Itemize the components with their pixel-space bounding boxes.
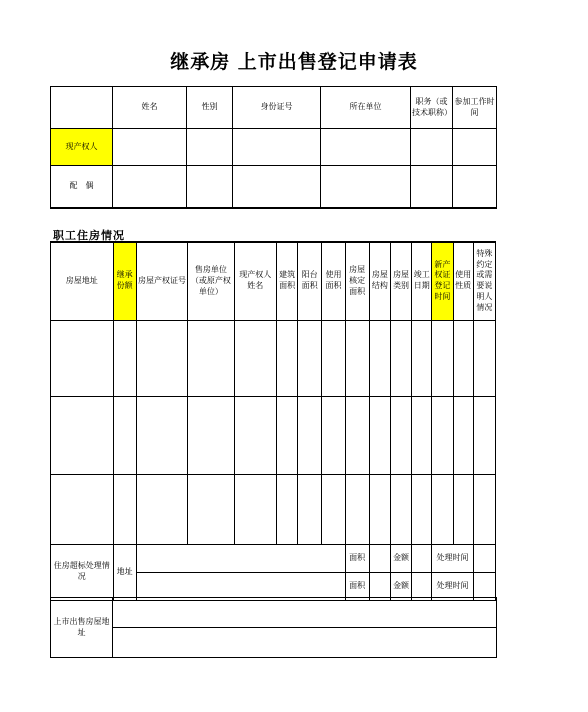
header-new-cert-time: 新产权证登记时间 [432, 242, 453, 320]
corner-cell [51, 87, 113, 129]
listing-address-cell-1[interactable] [113, 598, 497, 628]
header-building-area: 建筑面积 [276, 242, 297, 320]
listing-table [50, 597, 497, 658]
header-id-number: 身份证号 [233, 87, 321, 129]
header-balcony-area: 阳台面积 [298, 242, 322, 320]
owner-work-start-cell[interactable] [453, 129, 497, 166]
excess-time-cell-2[interactable] [473, 572, 495, 600]
excess-area-cell-1[interactable] [369, 544, 390, 572]
owner-id-cell[interactable] [233, 129, 321, 166]
header-employer: 所在单位 [321, 87, 411, 129]
spouse-work-start-cell[interactable] [453, 166, 497, 208]
header-special: 特殊约定或需要说明人情况 [473, 242, 495, 320]
housing-table [50, 241, 496, 601]
spouse-employer-cell[interactable] [321, 166, 411, 208]
excess-label: 住房超标处理情况 [51, 544, 114, 600]
header-position: 职务（或技术职称） [411, 87, 453, 129]
table-row [51, 474, 496, 544]
header-usable-area: 使用面积 [322, 242, 345, 320]
header-category: 房屋类别 [390, 242, 411, 320]
spouse-gender-cell[interactable] [187, 166, 233, 208]
listing-label: 上市出售房屋地址 [51, 598, 113, 658]
owner-position-cell[interactable] [411, 129, 453, 166]
header-completion: 竣工日期 [412, 242, 432, 320]
header-gender: 性别 [187, 87, 233, 129]
listing-address-cell-2[interactable] [113, 628, 497, 658]
page-title: 继承房 上市出售登记申请表 [170, 51, 418, 73]
header-inheritance-share: 继承份额 [113, 242, 136, 320]
row-label-owner: 现产权人 [51, 129, 113, 166]
excess-address-cell-2[interactable] [136, 572, 345, 600]
excess-area-cell-2[interactable] [369, 572, 390, 600]
row-label-spouse: 配 偶 [51, 166, 113, 208]
header-name: 姓名 [113, 87, 187, 129]
header-use-nature: 使用性质 [453, 242, 473, 320]
excess-address-cell-1[interactable] [136, 544, 345, 572]
excess-amount-label-1: 金额 [390, 544, 411, 572]
owner-employer-cell[interactable] [321, 129, 411, 166]
header-address: 房屋地址 [51, 242, 114, 320]
applicant-table [50, 86, 497, 209]
spouse-position-cell[interactable] [411, 166, 453, 208]
owner-name-cell[interactable] [113, 129, 187, 166]
header-owner-name: 现产权人姓名 [234, 242, 276, 320]
excess-address-label: 地址 [113, 544, 136, 600]
excess-amount-label-2: 金额 [390, 572, 411, 600]
table-row [51, 396, 496, 474]
header-approved-area: 房屋核定面积 [345, 242, 369, 320]
spouse-id-cell[interactable] [233, 166, 321, 208]
excess-area-label-1: 面积 [345, 544, 369, 572]
excess-time-label-1: 处理时间 [432, 544, 473, 572]
excess-area-label-2: 面积 [345, 572, 369, 600]
excess-amount-cell-2[interactable] [412, 572, 432, 600]
header-work-start: 参加工作时间 [453, 87, 497, 129]
spouse-name-cell[interactable] [113, 166, 187, 208]
excess-time-label-2: 处理时间 [432, 572, 473, 600]
header-cert-no: 房屋产权证号 [136, 242, 187, 320]
owner-gender-cell[interactable] [187, 129, 233, 166]
header-structure: 房屋结构 [369, 242, 390, 320]
section-title: 职工住房情况 [53, 229, 125, 242]
table-row [51, 320, 496, 396]
excess-time-cell-1[interactable] [473, 544, 495, 572]
excess-amount-cell-1[interactable] [412, 544, 432, 572]
header-seller: 售房单位（或原产权单位） [188, 242, 234, 320]
